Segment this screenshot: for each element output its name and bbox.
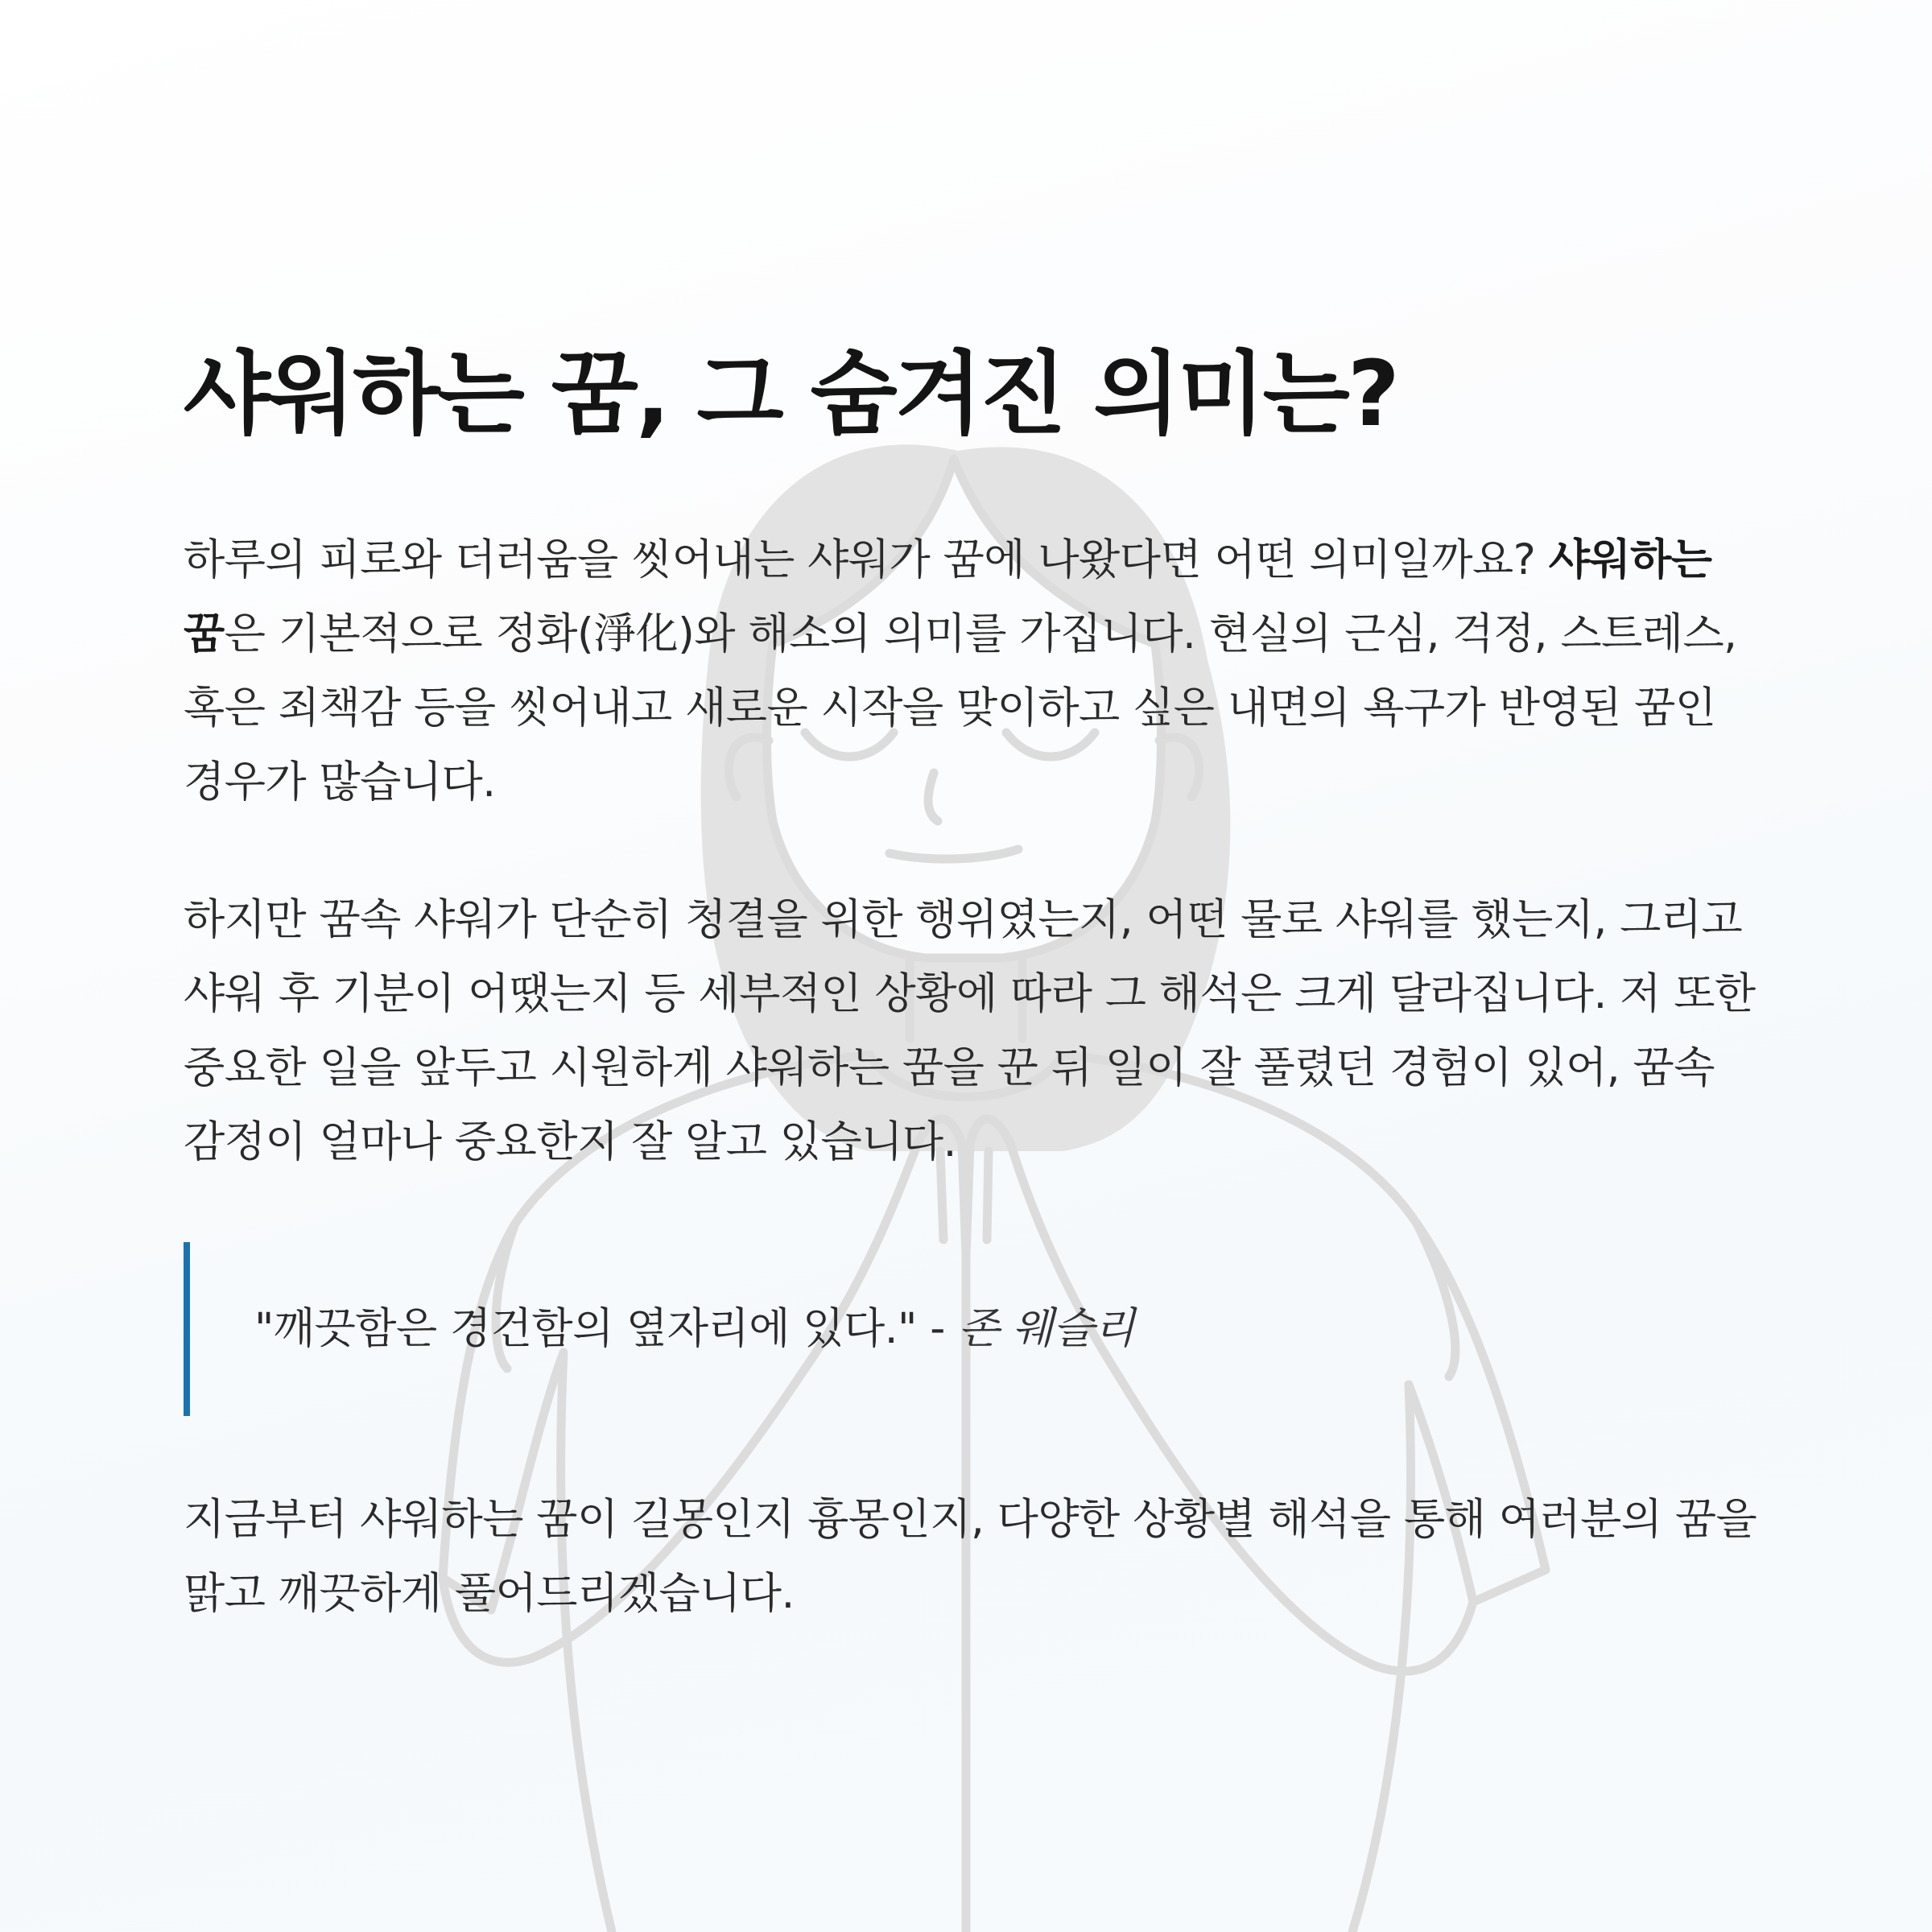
intro-bold-keyword: 샤워하는 꿈 <box>184 535 1712 658</box>
quote-separator: - <box>916 1304 959 1353</box>
quote-block <box>184 1242 1761 1416</box>
intro-paragraph <box>184 523 1761 819</box>
closing-paragraph: 지금부터 샤워하는 꿈이 길몽인지 흉몽인지, 다양한 상황별 해석을 통해 여러분의 꿈을 맑고 깨끗하게 풀어드리겠습니다. <box>184 1495 1757 1618</box>
intro-text-end: 은 기본적으로 정화(淨化)와 해소의 의미를 가집니다. 현실의 근심, 걱정, 스트레스, 혹은 죄책감 등을 씻어내고 새로운 시작을 맞이하고 싶은 내면의 욕구가 반영된 꿈인 경우가 많습니다. <box>184 609 1737 807</box>
detail-paragraph: 하지만 꿈속 샤워가 단순히 청결을 위한 행위였는지, 어떤 물로 샤워를 했는지, 그리고 샤워 후 기분이 어땠는지 등 세부적인 상황에 따라 그 해석은 크게 달라집니다. 저 또한 중요한 일을 앞두고 시원하게 샤워하는 꿈을 꾼 뒤 일이 잘 풀렸던 경험이 있어, 꿈속 감정이 얼마나 중요한지 잘 알고 있습니다. <box>184 895 1756 1166</box>
quote-author: 존 웨슬리 <box>958 1304 1135 1353</box>
page-title: 샤워하는 꿈, 그 숨겨진 의미는? <box>184 342 1397 447</box>
intro-text-start: 하루의 피로와 더러움을 씻어내는 샤워가 꿈에 나왔다면 어떤 의미일까요? <box>184 535 1549 584</box>
article-content <box>184 338 1761 1631</box>
quote-text: "깨끗함은 경건함의 옆자리에 있다." <box>254 1304 917 1353</box>
